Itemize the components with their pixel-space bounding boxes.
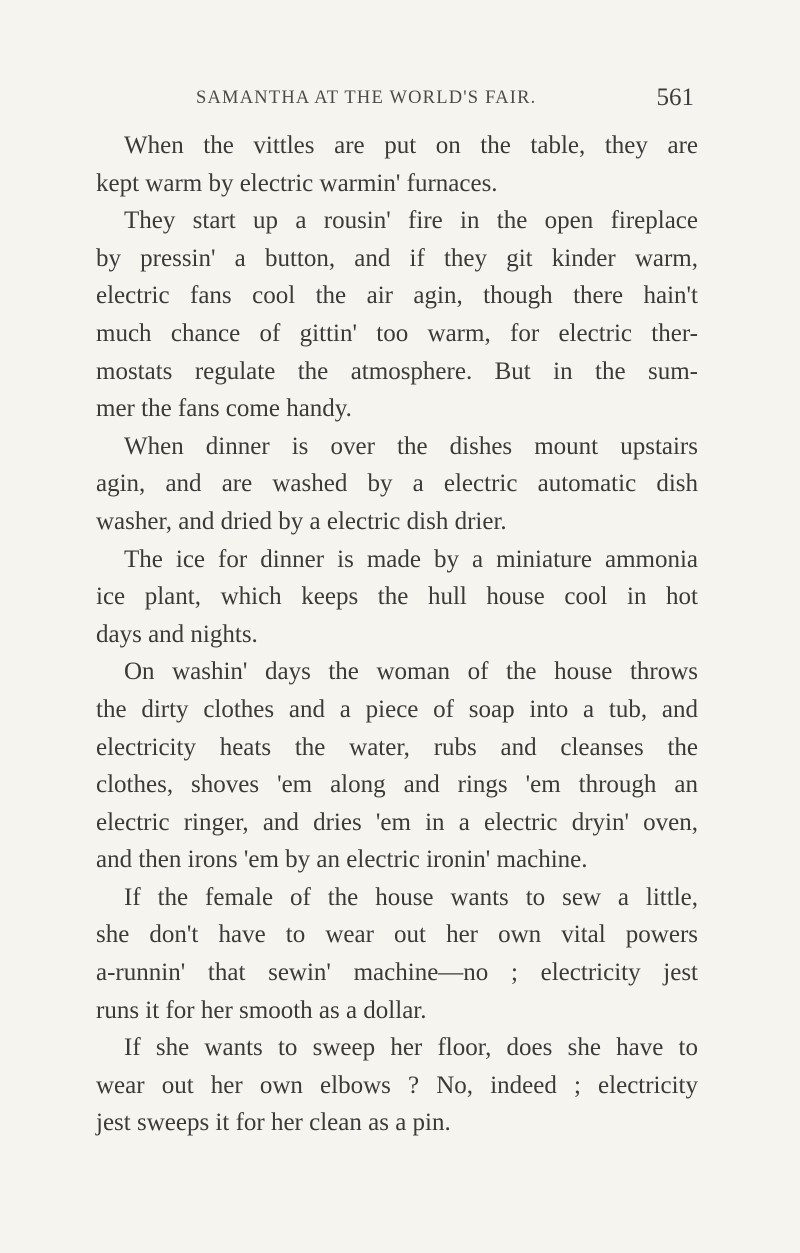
text-line: the dirty clothes and a piece of soap into a tub, and — [96, 695, 698, 723]
text-line: If the female of the house wants to sew a little, — [124, 883, 698, 911]
text-line: by pressin' a button, and if they git kinder warm, — [96, 244, 698, 272]
text-line: On washin' days the woman of the house throws — [124, 658, 698, 686]
paragraph-sewing — [96, 879, 698, 1029]
text-line: washer, and dried by a electric dish drier. — [96, 507, 507, 535]
paragraph-washing — [96, 653, 698, 879]
paragraph-vittles — [96, 127, 698, 202]
text-line: runs it for her smooth as a dollar. — [96, 996, 427, 1024]
text-line: days and nights. — [96, 620, 258, 648]
text-line: When dinner is over the dishes mount upstairs — [124, 432, 698, 460]
paragraph-sweeping — [96, 1029, 698, 1142]
text-line: kept warm by electric warmin' furnaces. — [96, 169, 498, 197]
text-line: They start up a rousin' fire in the open fireplace — [124, 207, 698, 235]
paragraph-ice — [96, 541, 698, 654]
text-line: clothes, shoves 'em along and rings 'em through an — [96, 771, 698, 799]
running-head — [196, 84, 694, 114]
text-line: a-runnin' that sewin' machine—no ; electricity jest — [96, 959, 698, 987]
text-line: electricity heats the water, rubs and cleanses the — [96, 733, 698, 761]
text-line: The ice for dinner is made by a miniature ammonia — [124, 545, 698, 573]
running-title: SAMANTHA AT THE WORLD'S FAIR. — [196, 88, 537, 108]
text-line: mostats regulate the atmosphere. But in the sum- — [96, 357, 698, 385]
paragraph-dishes — [96, 428, 698, 541]
text-line: wear out her own elbows ? No, indeed ; electricity — [96, 1071, 698, 1099]
body-text — [96, 127, 698, 1142]
text-line: ice plant, which keeps the hull house cool in hot — [96, 583, 698, 611]
text-line: much chance of gittin' too warm, for electric ther- — [96, 319, 698, 347]
text-line: electric ringer, and dries 'em in a electric dryin' oven, — [96, 808, 698, 836]
text-line: If she wants to sweep her floor, does she have to — [124, 1034, 698, 1062]
text-line: agin, and are washed by a electric automatic dish — [96, 470, 698, 498]
page-number: 561 — [656, 84, 694, 111]
text-line: she don't have to wear out her own vital powers — [96, 921, 698, 949]
text-line: mer the fans come handy. — [96, 395, 352, 423]
text-line: electric fans cool the air agin, though there hain't — [96, 282, 698, 310]
text-line: jest sweeps it for her clean as a pin. — [96, 1109, 451, 1137]
text-line: When the vittles are put on the table, they are — [124, 132, 698, 159]
text-line: and then irons 'em by an electric ironin' machine. — [96, 846, 588, 874]
paragraph-fireplace — [96, 202, 698, 428]
